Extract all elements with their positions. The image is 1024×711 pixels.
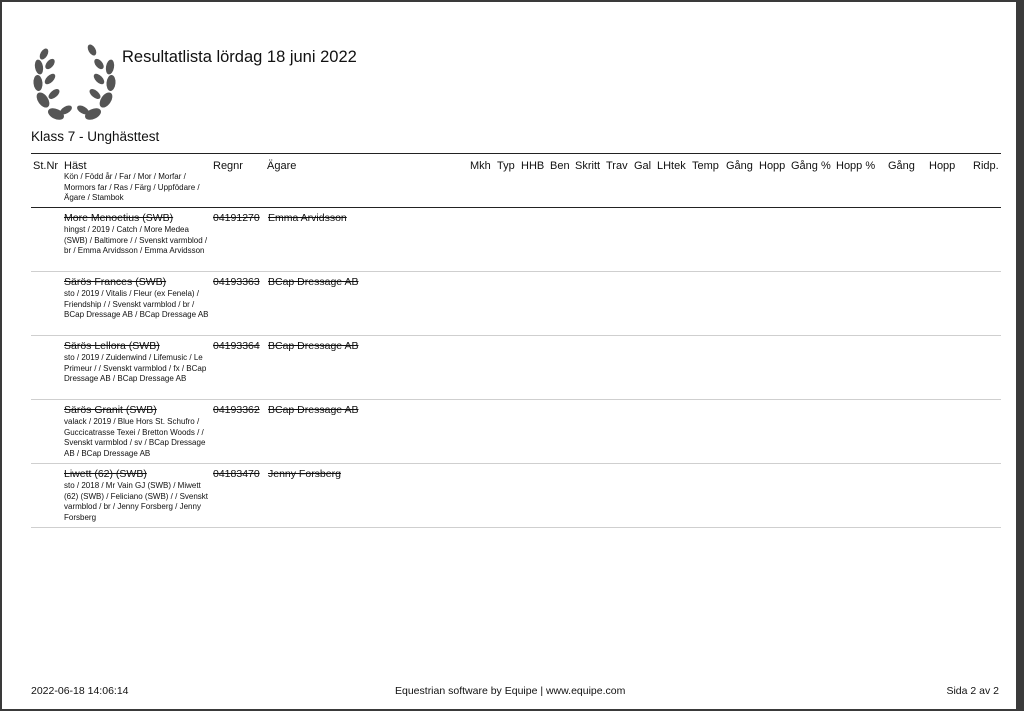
table-row — [31, 463, 1001, 528]
horse-name: Särös Lellora (SWB) — [64, 340, 160, 352]
col-header-ben: Ben — [550, 160, 570, 172]
col-header-skritt: Skritt — [575, 160, 601, 172]
horse-details: sto / 2018 / Mr Vain GJ (SWB) / Miwett (62) (SWB) / Feliciano (SWB) / / Svenskt varmblod / br / Jenny Forsberg / Jenny Forsberg — [64, 481, 209, 522]
header-top-rule — [31, 153, 1001, 154]
horse-name: Särös Granit (SWB) — [64, 404, 157, 416]
horse-owner: BCap Dressage AB — [268, 404, 359, 416]
col-header-hopp-pct: Hopp % — [836, 160, 876, 172]
horse-name: More Menoetius (SWB) — [64, 212, 174, 224]
horse-details: valack / 2019 / Blue Hors St. Schufro / Guccicatrasse Texei / Bretton Woods / / Svenskt varmblod / sv / BCap Dressage AB / BCap Dressage AB — [64, 417, 206, 458]
col-header-hopp-2: Hopp — [929, 160, 956, 172]
col-header-trav: Trav — [606, 160, 628, 172]
col-header-temp: Temp — [692, 160, 719, 172]
horse-owner: BCap Dressage AB — [268, 340, 359, 352]
col-header-hhb: HHB — [521, 160, 545, 172]
footer-credit: Equestrian software by Equipe | www.equipe.com — [395, 685, 626, 697]
col-header-lhtek: LHtek — [657, 160, 686, 172]
table-row — [31, 207, 1001, 272]
footer-timestamp: 2022-06-18 14:06:14 — [31, 685, 129, 697]
col-header-owner: Ägare — [267, 160, 297, 172]
horse-details: sto / 2019 / Zuidenwind / Lifemusic / Le Primeur / / Svenskt varmblod / fx / BCap Dressage AB / BCap Dressage AB — [64, 353, 207, 383]
col-header-hopp: Hopp — [759, 160, 786, 172]
footer-page-number: Sida 2 av 2 — [946, 685, 999, 697]
col-header-ridp: Ridp. — [973, 160, 999, 172]
horse-regnr: 04193362 — [213, 404, 260, 416]
horse-regnr: 04193364 — [213, 340, 260, 352]
col-header-mkh: Mkh — [470, 160, 491, 172]
horse-regnr: 04193363 — [213, 276, 260, 288]
horse-regnr: 04191270 — [213, 212, 260, 224]
col-header-gal: Gal — [634, 160, 652, 172]
col-header-gang-pct: Gång % — [791, 160, 831, 172]
col-header-gang-2: Gång — [888, 160, 915, 172]
col-header-horse: Häst — [64, 160, 87, 172]
result-page — [2, 2, 1016, 709]
page-title: Resultatlista lördag 18 juni 2022 — [122, 48, 357, 66]
horse-owner: Jenny Forsberg — [268, 468, 341, 480]
col-header-regnr: Regnr — [213, 160, 243, 172]
horse-regnr: 04183470 — [213, 468, 260, 480]
table-row — [31, 399, 1001, 464]
col-header-stnr: St.Nr — [33, 160, 59, 172]
horse-owner: Emma Arvidsson — [268, 212, 347, 224]
table-row — [31, 271, 1001, 336]
col-header-horse-sub: Kön / Född år / Far / Mor / Morfar / Mormors far / Ras / Färg / Uppfödare / Ägare / Stambok — [64, 172, 200, 202]
horse-details: sto / 2019 / Vitalis / Fleur (ex Fenela) / Friendship / / Svenskt varmblod / br / BCap Dressage AB / BCap Dressage AB — [64, 289, 209, 319]
horse-name: Särös Frances (SWB) — [64, 276, 167, 288]
horse-name: Liwett (62) (SWB) — [64, 468, 147, 480]
col-header-typ: Typ — [497, 160, 515, 172]
horse-details: hingst / 2019 / Catch / More Medea (SWB) / Baltimore / / Svenskt varmblod / br / Emma Arvidsson / Emma Arvidsson — [64, 225, 208, 255]
col-header-gang: Gång — [726, 160, 753, 172]
table-row — [31, 335, 1001, 400]
horse-owner: BCap Dressage AB — [268, 276, 359, 288]
laurel-wreath-icon — [30, 42, 122, 132]
class-title: Klass 7 - Unghästtest — [31, 129, 160, 144]
